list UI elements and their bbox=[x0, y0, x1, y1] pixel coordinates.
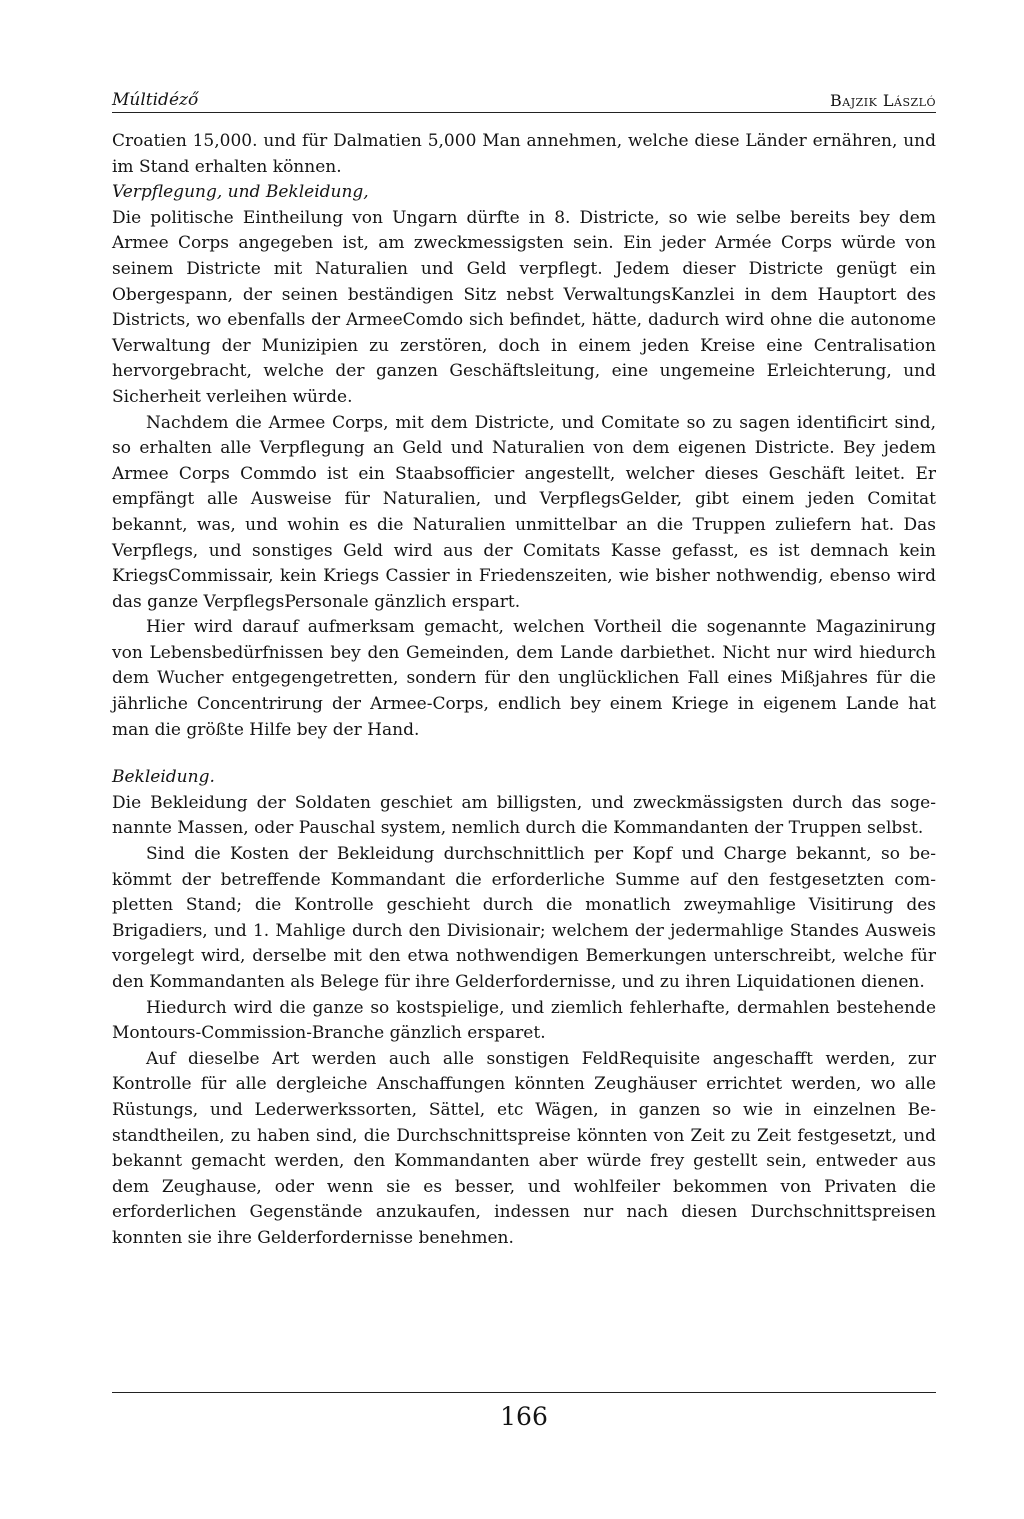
paragraph: Die politische Eintheilung von Ungarn dürfte in 8. Districte, so wie selbe bereits bey dem Armee Corps angegeben ist, am zweckmessigsten sein. Ein jeder Armée Corps würde von seinem Districte mit Naturalien und Geld verpflegt. Jedem dieser Districte genügt ein Obergespann, der seinen beständigen Sitz nebst VerwaltungsKanzlei in dem Hauptort des Districts, wo ebenfalls der ArmeeComdo sich befindet, hätte, dadurch wird ohne die autonome Verwaltung der Munizipien zu zerstören, doch in einem jeden Kreise eine Centralisation hervorgebracht, welche der ganzen Geschäftsleitung, eine ungemeine Erleichterung, und Sicherheit verleihen würde. bbox=[112, 207, 936, 407]
paragraph: Die Bekleidung der Soldaten geschiet am billigsten, und zweckmässigsten durch das sogenannte Massen, oder Pauschal system, nemlich durch die Kommandanten der Truppen selbst. bbox=[112, 792, 936, 839]
running-head bbox=[112, 84, 936, 113]
section-heading: Bekleidung. bbox=[112, 767, 215, 788]
page bbox=[112, 84, 936, 1252]
body-text bbox=[112, 129, 936, 1252]
footer-rule bbox=[112, 1392, 936, 1393]
paragraph: Croatien 15,000. und für Dalmatien 5,000 Man annehmen, welche diese Länder ernähren, und im Stand erhalten können. bbox=[112, 131, 936, 177]
paragraph: Hier wird darauf aufmerksam gemacht, welchen Vortheil die sogenannte Magazinirung von Lebensbedürfnissen bey den Gemeinden, dem Lande darbiethet. Nicht nur wird hiedurch dem Wucher entgegengetretten, sondern für den unglücklichen Fall eines Mißjahres für die jährliche Concentrirung der Armee-Corps, endlich bey einem Kriege in eigenem Lande hat man die größte Hilfe bey der Hand. bbox=[112, 617, 936, 740]
paragraph: Nachdem die Armee Corps, mit dem Districte, und Comitate so zu sagen identificirt sind, so erhalten alle Verpflegung an Geld und Naturalien von dem eigenen Districte. Bey jedem Armee Corps Commdo ist ein Staabsofficier angestellt, welcher dieses Geschäft leitet. Er empfängt alle Ausweise für Naturalien, und VerpflegsGelder, gibt einem jeden Comitat bekannt, was, und wohin es die Naturalien unmittelbar an die Truppen zuliefern hat. Das Verpflegs, und sonstiges Geld wird aus der Comitats Kasse gefasst, es ist demnach kein KriegsCommissair, kein Kriegs Cassier in Friedenszeiten, wie bisher nothwendig, ebenso wird das ganze VerpflegsPersonale gänzlich erspart. bbox=[112, 412, 936, 612]
section-heading: Verpflegung, und Bekleidung, bbox=[112, 182, 369, 203]
paragraph: Hiedurch wird die ganze so kostspielige, und ziemlich fehlerhafte, dermahlen bestehende Montours-Commission-Branche gänzlich ersparet. bbox=[112, 997, 936, 1044]
paragraph: Auf dieselbe Art werden auch alle sonstigen FeldRequisite angeschafft werden, zur Kontrolle für alle dergleiche Anschaffungen könnten Zeughäuser errichtet werden, wo alle Rüstungs, und Lederwerkssorten, Sättel, etc Wägen, in ganzen so wie in einzelnen Bestandtheilen, zu haben sind, die Durchschnittspreise könnten von Zeit zu Zeit festgesetzt, und bekannt gemacht werden, den Kommandanten aber würde frey gestellt sein, entweder aus dem Zeughause, oder wenn sie es besser, und wohlfeiler bekommen von Privaten die erforderlichen Gegenstände anzukaufen, indessen nur nach diesen Durchschnittspreisen konnten sie ihre Gelderfordernisse benehmen. bbox=[112, 1048, 936, 1248]
author-name: Bajzik László bbox=[830, 91, 936, 110]
journal-title: Múltidéző bbox=[112, 90, 199, 110]
paragraph: Sind die Kosten der Bekleidung durchschnittlich per Kopf und Charge bekannt, so bekömmt der betreffende Kommandant die erforderliche Summe auf den festgesetzten completten Stand; die Kontrolle geschieht durch die monatlich zweymahlige Visitirung des Brigadiers, und 1. Mahlige durch den Divisionair; welchem der jedermahlige Standes Ausweis vorgelegt wird, derselbe mit den etwa nothwendigen Bemerkungen unterschreibt, welche für den Kommandanten als Belege für ihre Gelderfordernisse, und zu ihren Liquidationen dienen. bbox=[112, 844, 936, 992]
page-number: 166 bbox=[500, 1402, 548, 1431]
